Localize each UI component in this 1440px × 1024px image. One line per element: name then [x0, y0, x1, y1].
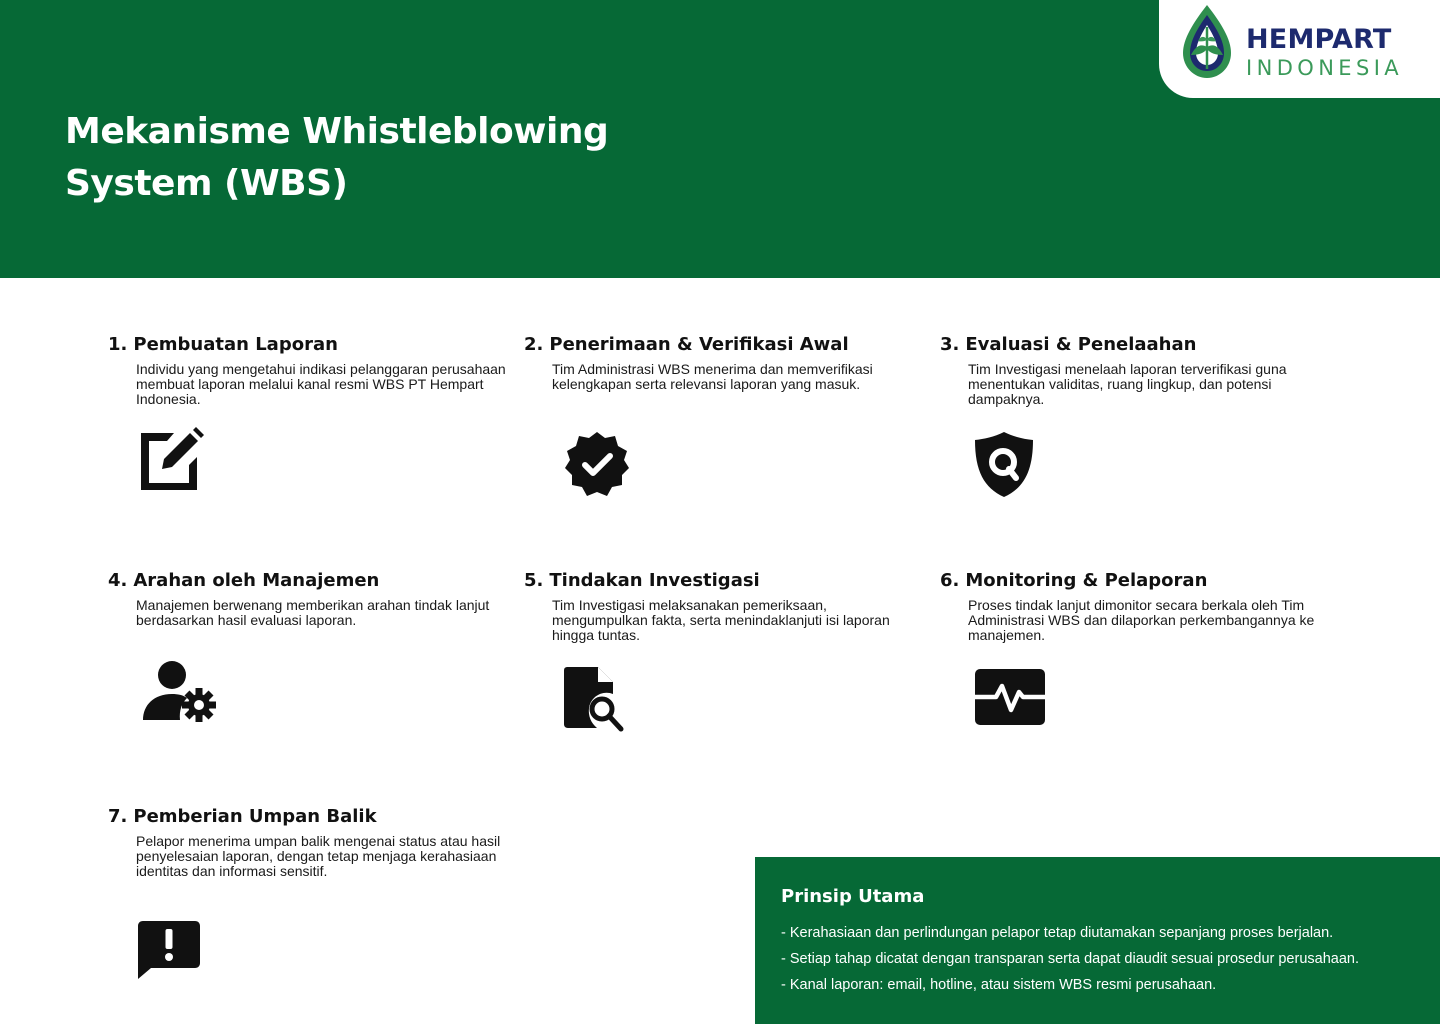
step-1	[108, 333, 508, 407]
principle-item: - Kanal laporan: email, hotline, atau sistem WBS resmi perusahaan.	[781, 977, 1217, 993]
page-title	[65, 106, 705, 210]
step-4	[108, 569, 508, 628]
step-number: 2.	[524, 334, 544, 355]
step-number: 3.	[940, 334, 960, 355]
feedback-alert-icon	[137, 920, 201, 980]
step-5	[524, 569, 924, 643]
step-2-description: Tim Administrasi WBS menerima dan memverifikasi kelengkapan serta relevansi laporan yang masuk.	[552, 361, 873, 392]
step-6	[940, 569, 1340, 643]
principles-list	[781, 920, 1436, 998]
step-6-description: Proses tindak lanjut dimonitor secara berkala oleh Tim Administrasi WBS dan dilaporkan perkembangannya ke manajemen.	[968, 597, 1315, 643]
step-number: 1.	[108, 334, 128, 355]
step-7	[108, 805, 508, 879]
shield-search-icon	[974, 431, 1034, 498]
step-3	[940, 333, 1340, 407]
principles-title: Prinsip Utama	[781, 886, 925, 907]
step-5-title	[524, 569, 924, 593]
principles-panel	[755, 857, 1440, 1024]
step-1-description: Individu yang mengetahui indikasi pelanggaran perusahaan membuat laporan melalui kanal resmi WBS PT Hempart Indonesia.	[136, 361, 506, 407]
step-4-title	[108, 569, 508, 593]
document-search-icon	[563, 666, 625, 734]
step-7-title	[108, 805, 508, 829]
company-logo	[1159, 0, 1440, 98]
hempart-leaf-logo-icon	[1179, 3, 1235, 81]
step-2-title	[524, 333, 924, 357]
step-title-text: Tindakan Investigasi	[549, 570, 760, 591]
page-title-line1: Mekanisme Whistleblowing	[65, 111, 609, 152]
step-4-description: Manajemen berwenang memberikan arahan tindak lanjut berdasarkan hasil evaluasi laporan.	[136, 597, 490, 628]
step-title-text: Monitoring & Pelaporan	[965, 570, 1208, 591]
page-title-line2: System (WBS)	[65, 163, 348, 204]
step-1-title	[108, 333, 508, 357]
step-2	[524, 333, 924, 392]
step-title-text: Arahan oleh Manajemen	[133, 570, 380, 591]
step-6-title	[940, 569, 1340, 593]
principle-item: - Setiap tahap dicatat dengan transparan serta dapat diaudit sesuai prosedur perusahaan.	[781, 951, 1359, 967]
step-7-description: Pelapor menerima umpan balik mengenai status atau hasil penyelesaian laporan, dengan tetap menjaga kerahasiaan identitas dan informasi sensitif.	[136, 833, 501, 879]
step-title-text: Pemberian Umpan Balik	[133, 806, 377, 827]
step-title-text: Pembuatan Laporan	[133, 334, 338, 355]
step-number: 4.	[108, 570, 128, 591]
step-number: 5.	[524, 570, 544, 591]
step-3-description: Tim Investigasi menelaah laporan terverifikasi guna menentukan validitas, ruang lingkup, dan potensi dampaknya.	[968, 361, 1287, 407]
edit-note-icon	[138, 427, 204, 493]
step-title-text: Penerimaan & Verifikasi Awal	[549, 334, 849, 355]
logo-subtitle: INDONESIA	[1246, 56, 1404, 80]
step-number: 6.	[940, 570, 960, 591]
monitor-heartbeat-icon	[974, 668, 1046, 726]
step-number: 7.	[108, 806, 128, 827]
logo-wordmark: HEMPART	[1246, 24, 1392, 55]
verified-badge-icon	[564, 431, 630, 497]
principle-item: - Kerahasiaan dan perlindungan pelapor tetap diutamakan sepanjang proses berjalan.	[781, 925, 1334, 941]
step-3-title	[940, 333, 1340, 357]
step-5-description: Tim Investigasi melaksanakan pemeriksaan, mengumpulkan fakta, serta menindaklanjuti isi laporan hingga tuntas.	[552, 597, 890, 643]
user-gear-icon	[142, 660, 218, 724]
step-title-text: Evaluasi & Penelaahan	[965, 334, 1197, 355]
